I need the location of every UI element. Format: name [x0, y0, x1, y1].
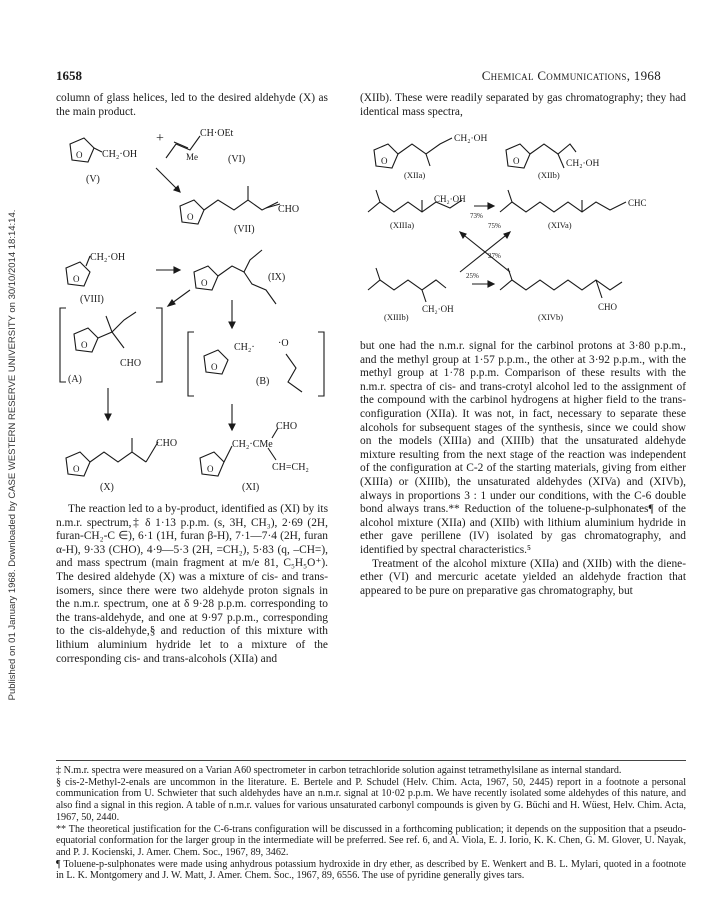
label-ch2oh-viii: CH₂·OH — [90, 252, 126, 263]
svg-text:O: O — [187, 212, 194, 222]
svg-text:O: O — [381, 156, 388, 166]
footnote-nmr: ‡ N.m.r. spectra were measured on a Varian A60 spectrometer in carbon tetrachloride solution against tetramethylsilane as internal standard. — [56, 765, 622, 776]
svg-text:O: O — [76, 150, 83, 160]
right-intro — [360, 92, 686, 119]
label-cho-xi: CHO — [276, 421, 298, 432]
label-ix: (IX) — [268, 272, 286, 283]
left-body-paragraph: The reaction led to a by-product, identified as (XI) by its n.m.r. spectrum,‡ δ 1·13 p.p.m. (s, 3H, CH₃), 2·69 (2H, furan-CH₂-C ∈), 6·1 (1H, furan β-H), 7·1—7·4 (2H, furan α-H), 9·33 (CHO), 4·9—5·3 (2H, =CH₂), 5·83 (q, –CH=), and mass spectrum (main fragment at m/e 81, C₅H₅O⁺). The desired aldehyde (X) was a mixture of cis- and trans-isomers, since there were two aldehyde proton signals in the n.m.r. spectrum, one at δ 9·28 p.p.m. corresponding to the trans-aldehyde, and one at 9·97 p.p.m., corresponding to the cis-aldehyde,§ and reduction of this mixture with lithium aluminium hydride let to a mixture of the corresponding cis- and trans-alcohols (XIIa) and — [56, 503, 328, 665]
label-25: 25% — [466, 272, 479, 280]
label-xiiib: (XIIIb) — [384, 312, 409, 322]
left-reaction-scheme — [56, 120, 336, 495]
label-xiia: (XIIa) — [404, 170, 426, 180]
label-ch2cme: CH₂·CMe — [232, 439, 273, 450]
right-body — [360, 340, 686, 598]
label-ch2oh-v: CH₂·OH — [102, 149, 138, 160]
label-ch2-b: CH₂· — [234, 342, 255, 353]
footnote-rule — [56, 760, 686, 761]
footnotes — [56, 765, 686, 882]
label-ch2oh-xiib: CH₂·OH — [566, 159, 600, 169]
plus-sign: + — [156, 131, 164, 146]
label-xiiia: (XIIIa) — [390, 220, 415, 230]
label-xivb: (XIVb) — [538, 312, 564, 322]
svg-text:O: O — [513, 156, 520, 166]
svg-text:O: O — [201, 278, 208, 288]
label-73: 73% — [470, 212, 483, 220]
label-cho-vii: CHO — [278, 204, 300, 215]
label-ch2oh-xiiia: CH₂·OH — [434, 194, 466, 204]
label-75: 75% — [488, 222, 501, 230]
label-cho-a: CHO — [120, 358, 142, 369]
label-ch-oet: CH·OEt — [200, 128, 234, 139]
left-body — [56, 503, 328, 666]
right-reaction-scheme — [360, 122, 688, 322]
footnote-cis-enals: § cis-2-Methyl-2-enals are uncommon in the literature. E. Bertele and P. Schudel (Helv. Chim. Acta, 1967, 50, 2445) report in a footnote a personal communication from U. Schwieter that such aldehydes have an n.m.r. signal at 10·02 p.p.m. We have recently isolated some aldehydes of this nature, and also find a signal in this region. A table of n.m.r. values for various unsaturated carbonyl compounds is given by G. Büchi and H. Wüest, Helv. Chim. Acta, 1967, 50, 2440. — [56, 776, 686, 823]
label-ch2oh-xiiib: CH₂·OH — [422, 304, 454, 314]
right-body-paragraph-1: but one had the n.m.r. signal for the carbinol protons at 3·80 p.p.m., and the methyl group at 1·57 p.p.m., the other at 3·92 p.p.m., with the methyl group at 1·78 p.p.m. Comparison of these results with the n.m.r. spectra of cis- and trans-crotyl alcohol led to the assignment of the compound with the carbinol hydrogens at higher field to the trans-configuration (XIIa). It was not, in fact, necessary to separate these alcohols for subsequent stages of the synthesis, since we could show on the models (XIIIa) and (XIIIb) that the unsaturated aldehyde mixture resulting from the next stage of the reaction was independent of the configuration at C-2 of the starting materials, giving from either (XIIIa) or (XIIIb), the unsaturated aldehydes (XIVa) and (XIVb), always in proportions 3 : 1 under our conditions, with the C-6 double bond always trans.** Reduction of the toluene-p-sulphonates¶ of the alcohol mixture (XIIa) and (XIIb) with lithium aluminium hydride in ether gave perillene (IV) isolated by gas chromatography, and identified by spectral characteristics.⁵ — [360, 340, 686, 556]
download-notice: Published on 01 January 1968. Downloaded by CASE WESTERN RESERVE UNIVERSITY on 30/10/2014 18:14:14. — [7, 209, 18, 701]
label-v: (V) — [86, 174, 100, 185]
label-o-b: ·O — [278, 338, 289, 349]
label-viii: (VIII) — [80, 294, 104, 305]
furan-ring-v — [70, 138, 94, 162]
label-27: 27% — [488, 252, 501, 260]
label-x: (X) — [100, 482, 114, 493]
svg-text:O: O — [81, 340, 88, 350]
footnote-trans-justification: ** The theoretical justification for the C-6-trans configuration will be discussed in a forthcoming publication; it depends on the supposition that a pseudo-equatorial conformation for the larger group in the intermediate will be preferred. See ref. 6, and A. Viola, E. J. Iorio, K. K. Chen, G. M. Glover, U. Nayak, and P. J. Kocienski, J. Amer. Chem. Soc., 1967, 89, 3462. — [56, 823, 686, 858]
page-number: 1658 — [56, 68, 82, 83]
svg-text:O: O — [207, 464, 214, 474]
label-cho-x: CHO — [156, 438, 178, 449]
label-vi: (VI) — [228, 154, 246, 165]
svg-text:O: O — [73, 464, 80, 474]
label-ch-ch2: CH=CH₂ — [272, 462, 309, 473]
label-vii: (VII) — [234, 224, 255, 235]
label-cho-xivb: CHO — [598, 302, 618, 312]
label-xiva: (XIVa) — [548, 220, 572, 230]
right-body-paragraph-2: Treatment of the alcohol mixture (XIIa) and (XIIb) with the diene-ether (VI) and mercuric acetate yielded an aldehyde fraction that appeared to be pure on preparative gas chromatography, but — [360, 557, 686, 597]
journal-header: Chemical Communications, 1968 — [481, 68, 661, 83]
svg-text:O: O — [211, 362, 218, 372]
left-intro — [56, 92, 328, 119]
label-me: Me — [186, 152, 198, 162]
label-xiib: (XIIb) — [538, 170, 560, 180]
svg-text:O: O — [73, 274, 80, 284]
label-b: (B) — [256, 376, 270, 387]
left-intro-text: column of glass helices, led to the desired aldehyde (X) as the main product. — [56, 92, 328, 118]
footnote-sulphonates: ¶ Toluene-p-sulphonates were made using anhydrous potassium hydroxide in dry ether, as described by E. Wenkert and B. L. Mylari, quoted in a footnote in L. K. Montgomery and J. W. Matt, J. Amer. Chem. Soc., 1967, 89, 6556. The use of pyridine generally gives tars. — [56, 858, 686, 882]
label-a: (A) — [68, 374, 82, 385]
label-chc: CHC — [628, 198, 647, 208]
right-intro-text: (XIIb). These were readily separated by gas chromatography; they had identical mass spectra, — [360, 92, 686, 118]
label-xi: (XI) — [242, 482, 260, 493]
label-ch2oh-xiia: CH₂·OH — [454, 134, 488, 144]
